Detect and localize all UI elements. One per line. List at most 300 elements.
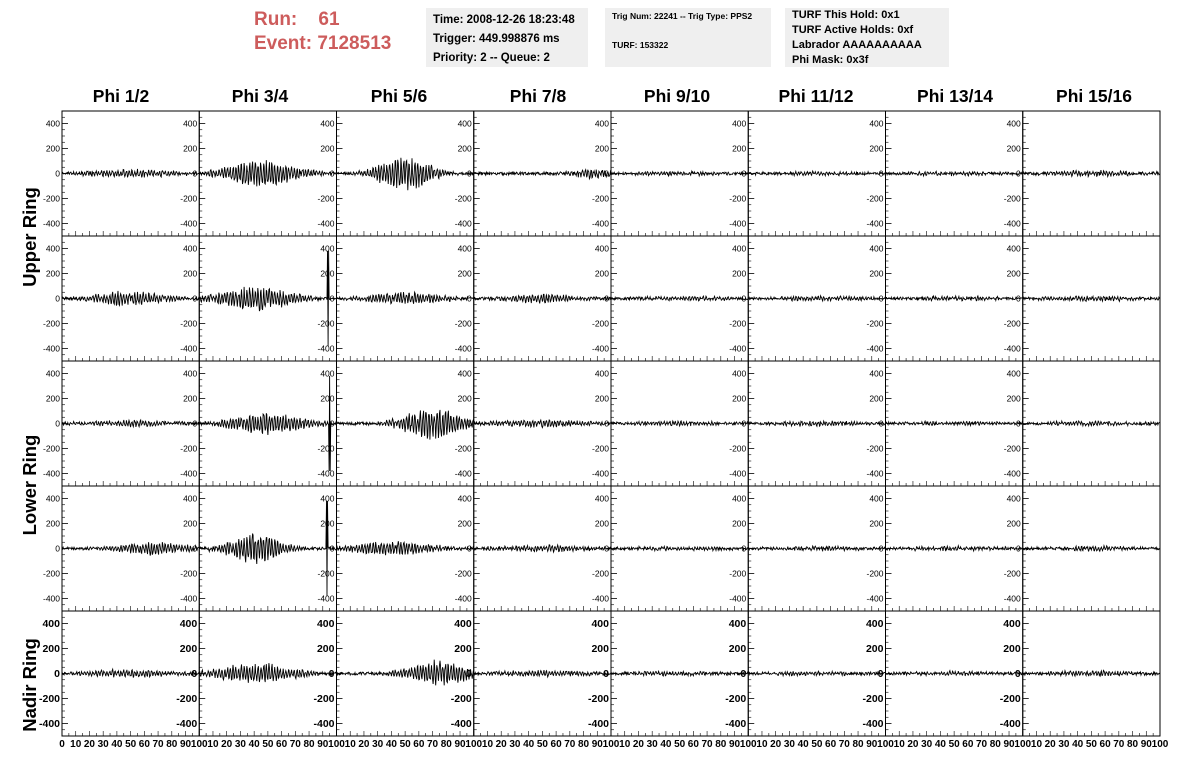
- y-tick-label: -400: [317, 343, 335, 354]
- waveform-trace: [748, 671, 885, 676]
- x-tick-label: 60: [687, 739, 699, 750]
- y-tick-label: 200: [457, 393, 472, 404]
- y-tick-label: 200: [183, 393, 198, 404]
- panel-r4-c5: [725, 611, 885, 736]
- y-tick-label: -400: [454, 593, 472, 604]
- y-tick-label: 0: [1016, 168, 1021, 179]
- run-label: Run:: [254, 9, 298, 30]
- x-tick-label: 30: [783, 739, 795, 750]
- y-tick-label: -400: [180, 343, 198, 354]
- waveform-trace: [748, 171, 885, 176]
- y-tick-label: -200: [729, 193, 747, 204]
- waveform-trace: [199, 160, 336, 186]
- y-tick-label: -400: [591, 218, 609, 229]
- y-tick-label: -400: [866, 343, 884, 354]
- y-tick-label: 0: [604, 418, 609, 429]
- y-tick-label: -200: [454, 443, 472, 454]
- lower-ring-label: Lower Ring: [19, 434, 40, 536]
- panel-r3-c2: [317, 486, 473, 611]
- x-tick-label: 70: [838, 739, 850, 750]
- waveform-trace: [337, 541, 474, 555]
- y-tick-label: 400: [183, 118, 198, 129]
- x-tick-label: 100: [465, 739, 483, 750]
- y-tick-label: -200: [180, 318, 198, 329]
- phi-label-5: Phi 9/10: [643, 86, 711, 106]
- panel-r1-c6: [866, 236, 1022, 361]
- y-tick-label: 200: [45, 143, 60, 154]
- x-tick-label: 30: [921, 739, 933, 750]
- y-tick-label: -400: [591, 468, 609, 479]
- x-tick-label: 100: [190, 739, 208, 750]
- x-tick-label: 40: [1072, 739, 1084, 750]
- panel-r2-c0: [43, 361, 199, 486]
- y-tick-label: -200: [862, 693, 884, 706]
- panel-r1-c0: [43, 236, 199, 361]
- y-tick-label: 400: [728, 618, 747, 631]
- y-tick-label: 400: [732, 493, 747, 504]
- y-tick-label: -400: [729, 593, 747, 604]
- y-tick-label: 0: [1016, 418, 1021, 429]
- panel-r2-c7: [1004, 361, 1160, 486]
- y-tick-label: -200: [866, 443, 884, 454]
- y-tick-label: 400: [320, 493, 335, 504]
- x-tick-label: 70: [976, 739, 988, 750]
- y-tick-label: 200: [1006, 393, 1021, 404]
- y-tick-label: 400: [45, 118, 60, 129]
- waveform-trace: [886, 671, 1023, 676]
- x-tick-label: 40: [385, 739, 397, 750]
- x-tick-label: 10: [207, 739, 219, 750]
- y-tick-label: 0: [878, 543, 884, 554]
- waveform-trace: [1023, 421, 1160, 426]
- panel-r4-c1: [176, 611, 336, 736]
- x-tick-label: 20: [770, 739, 782, 750]
- waveform-trace: [62, 542, 199, 556]
- y-tick-label: 0: [741, 168, 747, 179]
- panel-r3-c3: [455, 486, 611, 611]
- y-tick-label: 200: [732, 393, 747, 404]
- x-tick-label: 50: [1085, 739, 1097, 750]
- waveform-trace: [611, 546, 748, 551]
- y-tick-label: 200: [320, 393, 335, 404]
- x-tick-label: 70: [564, 739, 576, 750]
- y-tick-label: 200: [45, 518, 60, 529]
- x-tick-label: 60: [276, 739, 288, 750]
- y-tick-label: -200: [591, 568, 609, 579]
- x-tick-label: 50: [536, 739, 548, 750]
- y-tick-label: -400: [1003, 593, 1021, 604]
- y-tick-label: 200: [457, 518, 472, 529]
- y-tick-label: 400: [179, 618, 198, 631]
- y-tick-label: 0: [603, 668, 609, 681]
- y-tick-label: 0: [741, 293, 747, 304]
- y-tick-label: 200: [320, 143, 335, 154]
- x-tick-label: 90: [591, 739, 603, 750]
- waveform-trace: [886, 296, 1023, 301]
- x-tick-label: 50: [811, 739, 823, 750]
- waveform-trace: [748, 546, 885, 551]
- y-tick-label: 200: [457, 143, 472, 154]
- y-tick-label: 400: [732, 118, 747, 129]
- y-tick-label: -400: [725, 718, 747, 731]
- x-tick-label: 70: [1113, 739, 1125, 750]
- panel-r2-c3: [455, 361, 611, 486]
- y-tick-label: 0: [878, 293, 884, 304]
- y-tick-label: -200: [38, 693, 60, 706]
- y-tick-label: 200: [594, 393, 609, 404]
- x-tick-label: 100: [877, 739, 894, 750]
- y-tick-label: -200: [180, 568, 198, 579]
- y-tick-label: 200: [732, 268, 747, 279]
- y-tick-label: 400: [594, 118, 609, 129]
- y-tick-label: -200: [42, 193, 60, 204]
- x-tick-label: 80: [1126, 739, 1139, 750]
- waveform-trace: [611, 671, 748, 676]
- waveform-trace: [199, 251, 336, 346]
- x-tick-label: 90: [728, 739, 741, 750]
- y-tick-label: 0: [192, 293, 198, 304]
- y-tick-label: 400: [594, 243, 609, 254]
- y-tick-label: 0: [329, 168, 335, 179]
- y-tick-label: 400: [316, 618, 335, 631]
- y-tick-label: -400: [866, 593, 884, 604]
- waveform-trace: [199, 663, 336, 683]
- panel-r0-c3: [455, 111, 611, 236]
- y-tick-label: 400: [591, 618, 609, 631]
- x-tick-label: 60: [138, 739, 150, 750]
- waveform-trace: [62, 291, 199, 306]
- y-tick-label: 200: [869, 143, 884, 154]
- y-tick-label: -400: [866, 218, 884, 229]
- panel-r0-c2: [317, 111, 473, 236]
- y-tick-label: -200: [180, 443, 198, 454]
- y-tick-label: -200: [591, 443, 609, 454]
- turf-active-text: TURF Active Holds: 0xf: [792, 24, 914, 36]
- y-tick-label: -200: [866, 568, 884, 579]
- x-tick-label: 90: [1140, 739, 1152, 750]
- waveform-trace: [337, 660, 474, 686]
- y-tick-label: 400: [869, 243, 884, 254]
- y-tick-label: 400: [457, 493, 472, 504]
- waveform-trace: [337, 410, 474, 440]
- y-tick-label: 200: [732, 143, 747, 154]
- y-tick-label: -400: [591, 593, 609, 604]
- y-tick-label: -200: [454, 568, 472, 579]
- x-tick-label: 70: [701, 739, 713, 750]
- x-tick-label: 20: [358, 739, 370, 750]
- waveform-trace: [1023, 546, 1160, 552]
- x-tick-label: 20: [1044, 739, 1056, 750]
- waveform-trace: [62, 169, 199, 178]
- y-tick-label: -400: [42, 593, 60, 604]
- panel-r0-c6: [866, 111, 1022, 236]
- y-tick-label: -400: [454, 218, 472, 229]
- y-tick-label: -400: [38, 718, 60, 731]
- waveform-trace: [611, 296, 748, 301]
- y-tick-label: 0: [55, 293, 60, 304]
- y-tick-label: -400: [176, 718, 198, 731]
- y-tick-label: 400: [320, 368, 335, 379]
- x-tick-label: 100: [328, 739, 345, 750]
- y-tick-label: -200: [866, 318, 884, 329]
- y-tick-label: -200: [313, 693, 335, 706]
- x-tick-label: 80: [166, 739, 178, 750]
- x-tick-label: 90: [179, 739, 192, 750]
- y-tick-label: 200: [1006, 268, 1021, 279]
- y-tick-label: -200: [591, 193, 609, 204]
- y-tick-label: 400: [869, 368, 884, 379]
- y-tick-label: -400: [317, 468, 335, 479]
- y-tick-label: 0: [741, 543, 747, 554]
- y-tick-label: 0: [467, 168, 472, 179]
- y-tick-label: 200: [732, 518, 747, 529]
- y-tick-label: 0: [878, 418, 884, 429]
- y-tick-label: 400: [869, 118, 884, 129]
- waveform-trace: [199, 376, 336, 471]
- phi-label-4: Phi 7/8: [509, 86, 567, 106]
- x-tick-label: 70: [289, 739, 301, 750]
- panel-r3-c6: [866, 486, 1022, 611]
- panel-r3-c7: [1004, 486, 1160, 611]
- x-tick-label: 60: [825, 739, 837, 750]
- panel-r3-c0: [43, 486, 199, 611]
- y-tick-label: 200: [454, 643, 472, 656]
- x-tick-label: 10: [481, 739, 494, 750]
- y-tick-label: -400: [729, 343, 747, 354]
- y-tick-label: 200: [594, 268, 609, 279]
- x-tick-label: 100: [602, 739, 620, 750]
- y-tick-label: 200: [457, 268, 472, 279]
- y-tick-label: 400: [45, 493, 60, 504]
- panel-r1-c1: [180, 236, 336, 361]
- y-tick-label: -200: [317, 193, 335, 204]
- x-tick-label: 60: [413, 739, 425, 750]
- y-tick-label: 200: [865, 643, 884, 656]
- y-tick-label: 0: [54, 668, 60, 681]
- x-tick-label: 30: [1058, 739, 1070, 750]
- waveform-trace: [748, 296, 885, 301]
- panel-r2-c2: [317, 361, 473, 486]
- y-tick-label: 200: [183, 518, 198, 529]
- x-tick-label: 20: [83, 739, 96, 750]
- x-tick-label: 50: [399, 739, 411, 750]
- y-tick-label: -400: [1003, 468, 1021, 479]
- y-tick-label: 0: [465, 668, 472, 681]
- y-tick-label: -200: [1003, 318, 1021, 329]
- x-tick-label: 30: [97, 739, 109, 750]
- y-tick-label: -200: [454, 193, 472, 204]
- panel-r0-c4: [592, 111, 748, 236]
- y-tick-label: -200: [866, 193, 884, 204]
- y-tick-label: 400: [869, 493, 884, 504]
- y-tick-label: 400: [1006, 118, 1021, 129]
- y-tick-label: 200: [45, 393, 60, 404]
- turf-text: TURF: 153322: [612, 40, 669, 50]
- y-tick-label: 200: [316, 643, 335, 656]
- y-tick-label: 400: [45, 243, 60, 254]
- waveform-trace: [1023, 296, 1160, 302]
- y-tick-label: 0: [604, 293, 609, 304]
- phi-mask-text: Phi Mask: 0x3f: [792, 54, 869, 66]
- waveform-trace: [337, 292, 474, 304]
- y-tick-label: -200: [176, 693, 198, 706]
- y-tick-label: 0: [467, 543, 472, 554]
- panel-r0-c7: [1004, 111, 1160, 236]
- y-tick-label: 200: [42, 643, 60, 656]
- waveform-trace: [199, 501, 336, 596]
- y-tick-label: -200: [587, 693, 609, 706]
- y-tick-label: 0: [192, 168, 198, 179]
- y-tick-label: 200: [183, 268, 198, 279]
- y-tick-label: 200: [728, 643, 747, 656]
- y-tick-label: -200: [729, 443, 747, 454]
- upper-ring-label: Upper Ring: [19, 187, 40, 287]
- y-tick-label: 200: [1006, 143, 1021, 154]
- y-tick-label: 200: [45, 268, 60, 279]
- x-tick-label: 80: [303, 739, 315, 750]
- panel-r2-c5: [729, 361, 885, 486]
- x-tick-label: 10: [619, 739, 631, 750]
- x-tick-label: 10: [893, 739, 905, 750]
- y-tick-label: 400: [1003, 618, 1021, 631]
- waveform-trace: [886, 171, 1023, 176]
- labrador-text: Labrador AAAAAAAAAA: [792, 39, 922, 51]
- waveform-trace: [1023, 670, 1160, 676]
- y-tick-label: 0: [467, 293, 472, 304]
- panel-r2-c4: [592, 361, 748, 486]
- y-tick-label: 0: [604, 543, 609, 554]
- waveform-trace: [474, 294, 611, 303]
- y-tick-label: -200: [725, 693, 747, 706]
- event-label: Event:: [254, 33, 313, 54]
- y-tick-label: -200: [729, 318, 747, 329]
- nadir-ring-label: Nadir Ring: [19, 638, 40, 732]
- waveform-trace: [474, 170, 611, 179]
- x-tick-label: 80: [715, 739, 727, 750]
- time-text: Time: 2008-12-26 18:23:48: [433, 14, 575, 26]
- trigger-text: Trigger: 449.998876 ms: [433, 33, 560, 45]
- x-tick-label: 50: [674, 739, 686, 750]
- y-tick-label: -200: [1003, 443, 1021, 454]
- waveform-trace: [886, 421, 1023, 426]
- y-tick-label: -200: [999, 693, 1021, 706]
- panel-r1-c7: [1004, 236, 1160, 361]
- y-tick-label: -400: [729, 218, 747, 229]
- y-tick-label: 400: [183, 493, 198, 504]
- x-tick-label: 100: [739, 739, 757, 750]
- waveform-trace: [62, 669, 199, 677]
- panel-r4-c7: [1000, 611, 1160, 736]
- phi-label-7: Phi 13/14: [917, 86, 993, 106]
- x-tick-label: 40: [111, 739, 123, 750]
- y-tick-label: -400: [180, 593, 198, 604]
- x-tick-label: 60: [962, 739, 974, 750]
- x-tick-label: 30: [646, 739, 658, 750]
- x-tick-label: 90: [866, 739, 878, 750]
- x-tick-label: 10: [344, 739, 356, 750]
- x-tick-label: 30: [372, 739, 384, 750]
- x-tick-label: 40: [660, 739, 672, 750]
- y-tick-label: -200: [42, 318, 60, 329]
- x-tick-label: 10: [756, 739, 768, 750]
- y-tick-label: -200: [42, 568, 60, 579]
- panel-r1-c3: [455, 236, 611, 361]
- y-tick-label: 400: [1006, 243, 1021, 254]
- y-tick-label: 200: [869, 268, 884, 279]
- turf-hold-text: TURF This Hold: 0x1: [792, 9, 900, 21]
- y-tick-label: 400: [594, 368, 609, 379]
- y-tick-label: 200: [179, 643, 198, 656]
- y-tick-label: 200: [183, 143, 198, 154]
- x-tick-label: 70: [427, 739, 439, 750]
- y-tick-label: 0: [604, 168, 609, 179]
- x-tick-label: 20: [495, 739, 507, 750]
- waveform-trace: [748, 421, 885, 426]
- y-tick-label: 0: [191, 668, 198, 681]
- y-tick-label: -200: [180, 193, 198, 204]
- x-tick-label: 80: [852, 739, 864, 750]
- x-tick-label: 20: [632, 739, 645, 750]
- y-tick-label: -400: [42, 468, 60, 479]
- y-tick-label: 0: [192, 418, 198, 429]
- x-tick-label: 70: [152, 739, 164, 750]
- waveform-trace: [474, 545, 611, 552]
- y-tick-label: 0: [877, 668, 884, 681]
- y-tick-label: 400: [457, 118, 472, 129]
- y-tick-label: 0: [192, 543, 198, 554]
- y-tick-label: 400: [457, 243, 472, 254]
- y-tick-label: -400: [591, 343, 609, 354]
- panel-r3-c1: [180, 486, 336, 611]
- y-tick-label: -400: [587, 718, 609, 731]
- panel-r3-c4: [592, 486, 748, 611]
- x-tick-label: 30: [234, 739, 246, 750]
- x-tick-label: 60: [550, 739, 562, 750]
- y-tick-label: 0: [467, 418, 472, 429]
- y-tick-label: -200: [729, 568, 747, 579]
- y-tick-label: -400: [454, 343, 472, 354]
- x-tick-label: 90: [454, 739, 466, 750]
- y-tick-label: -400: [454, 468, 472, 479]
- y-tick-label: 400: [1006, 368, 1021, 379]
- x-tick-label: 40: [248, 739, 260, 750]
- x-tick-label: 30: [509, 739, 521, 750]
- y-tick-label: 400: [594, 493, 609, 504]
- y-tick-label: -200: [450, 693, 472, 706]
- panel-r1-c2: [317, 236, 473, 361]
- waveform-trace: [1023, 170, 1160, 177]
- x-tick-label: 20: [221, 739, 233, 750]
- y-tick-label: -200: [591, 318, 609, 329]
- y-tick-label: 400: [45, 368, 60, 379]
- y-tick-label: -200: [317, 318, 335, 329]
- y-tick-label: 0: [741, 418, 747, 429]
- y-tick-label: 0: [55, 418, 60, 429]
- x-tick-label: 40: [797, 739, 809, 750]
- phi-label-1: Phi 1/2: [92, 86, 150, 106]
- y-tick-label: 400: [732, 368, 747, 379]
- y-tick-label: -400: [42, 218, 60, 229]
- x-tick-label: 80: [440, 739, 452, 750]
- y-tick-label: 200: [869, 393, 884, 404]
- waveform-trace: [886, 546, 1023, 552]
- y-tick-label: -400: [1003, 218, 1021, 229]
- panel-r1-c4: [592, 236, 748, 361]
- y-tick-label: 400: [732, 243, 747, 254]
- x-tick-label: 50: [125, 739, 137, 750]
- y-tick-label: 200: [594, 518, 609, 529]
- y-tick-label: 0: [55, 168, 60, 179]
